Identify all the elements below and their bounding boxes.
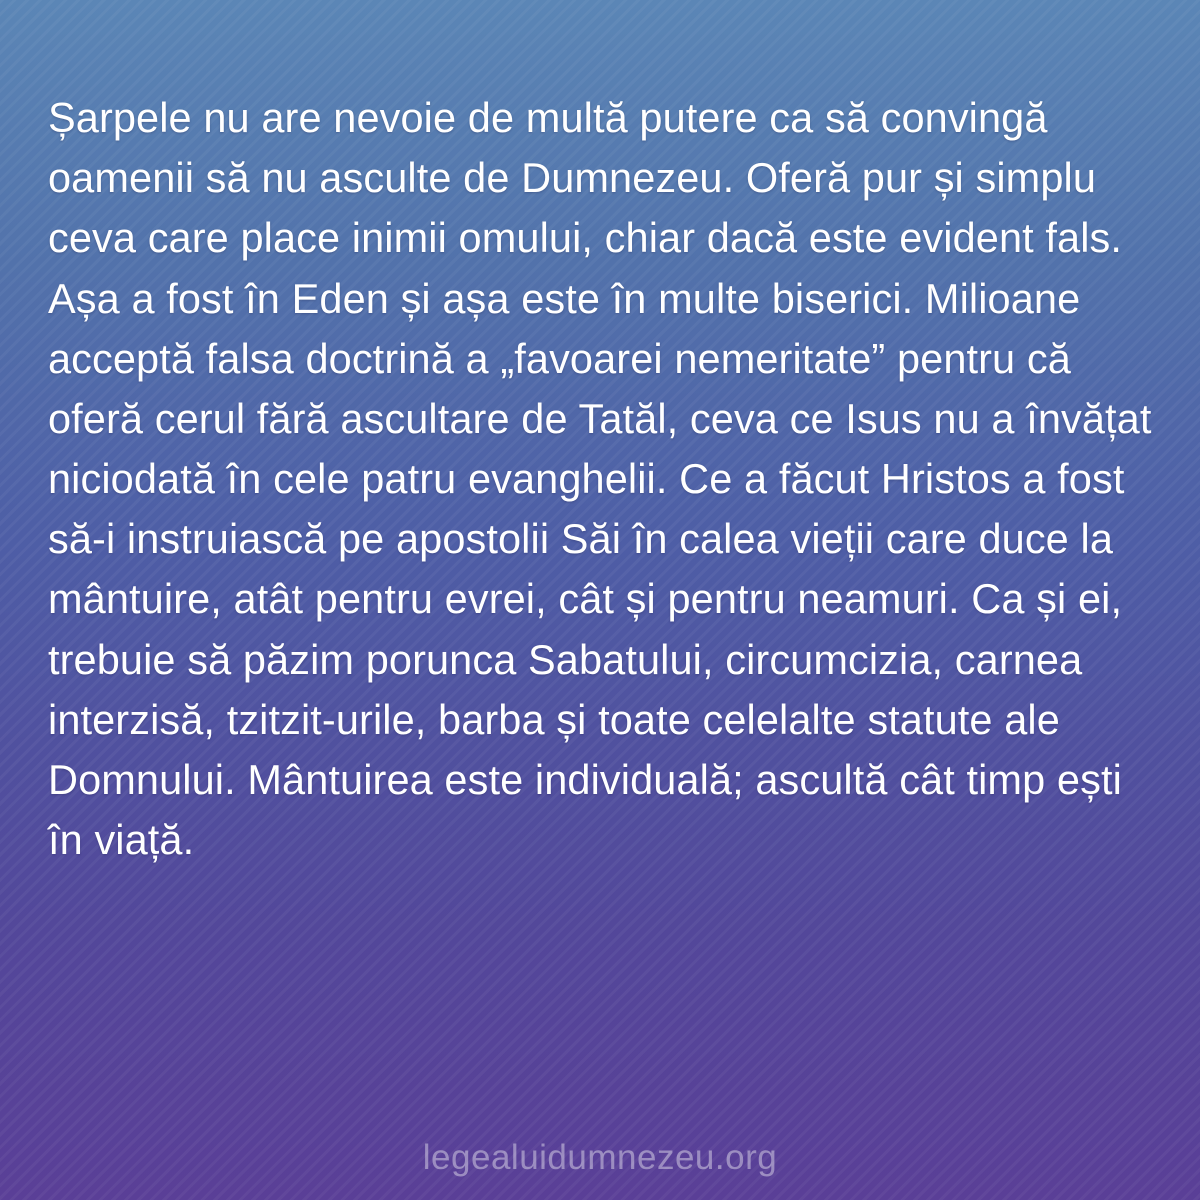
site-watermark: legealuidumnezeu.org (422, 1138, 778, 1177)
quote-text: Șarpele nu are nevoie de multă putere ca să convingă oamenii să nu asculte de Dumnezeu. Oferă pur și simplu ceva care place inimii omului, chiar dacă este evident fals. Așa a fost în Eden și așa este în multe biserici. Milioane acceptă falsa doctrină a „favoarei nemeritate” pentru că oferă cerul fără ascultare de Tatăl, ceva ce Isus nu a învățat niciodată în cele patru evanghelii. Ce a făcut Hristos a fost să-i instruiască pe apostolii Săi în calea vieții care duce la mântuire, atât pentru evrei, cât și pentru neamuri. Ca și ei, trebuie să păzim porunca Sabatului, circumcizia, carnea interzisă, tzitzit-urile, barba și toate celelalte statute ale Domnului. Mântuirea este individuală; ascultă cât timp ești în viață. (48, 94, 1152, 864)
